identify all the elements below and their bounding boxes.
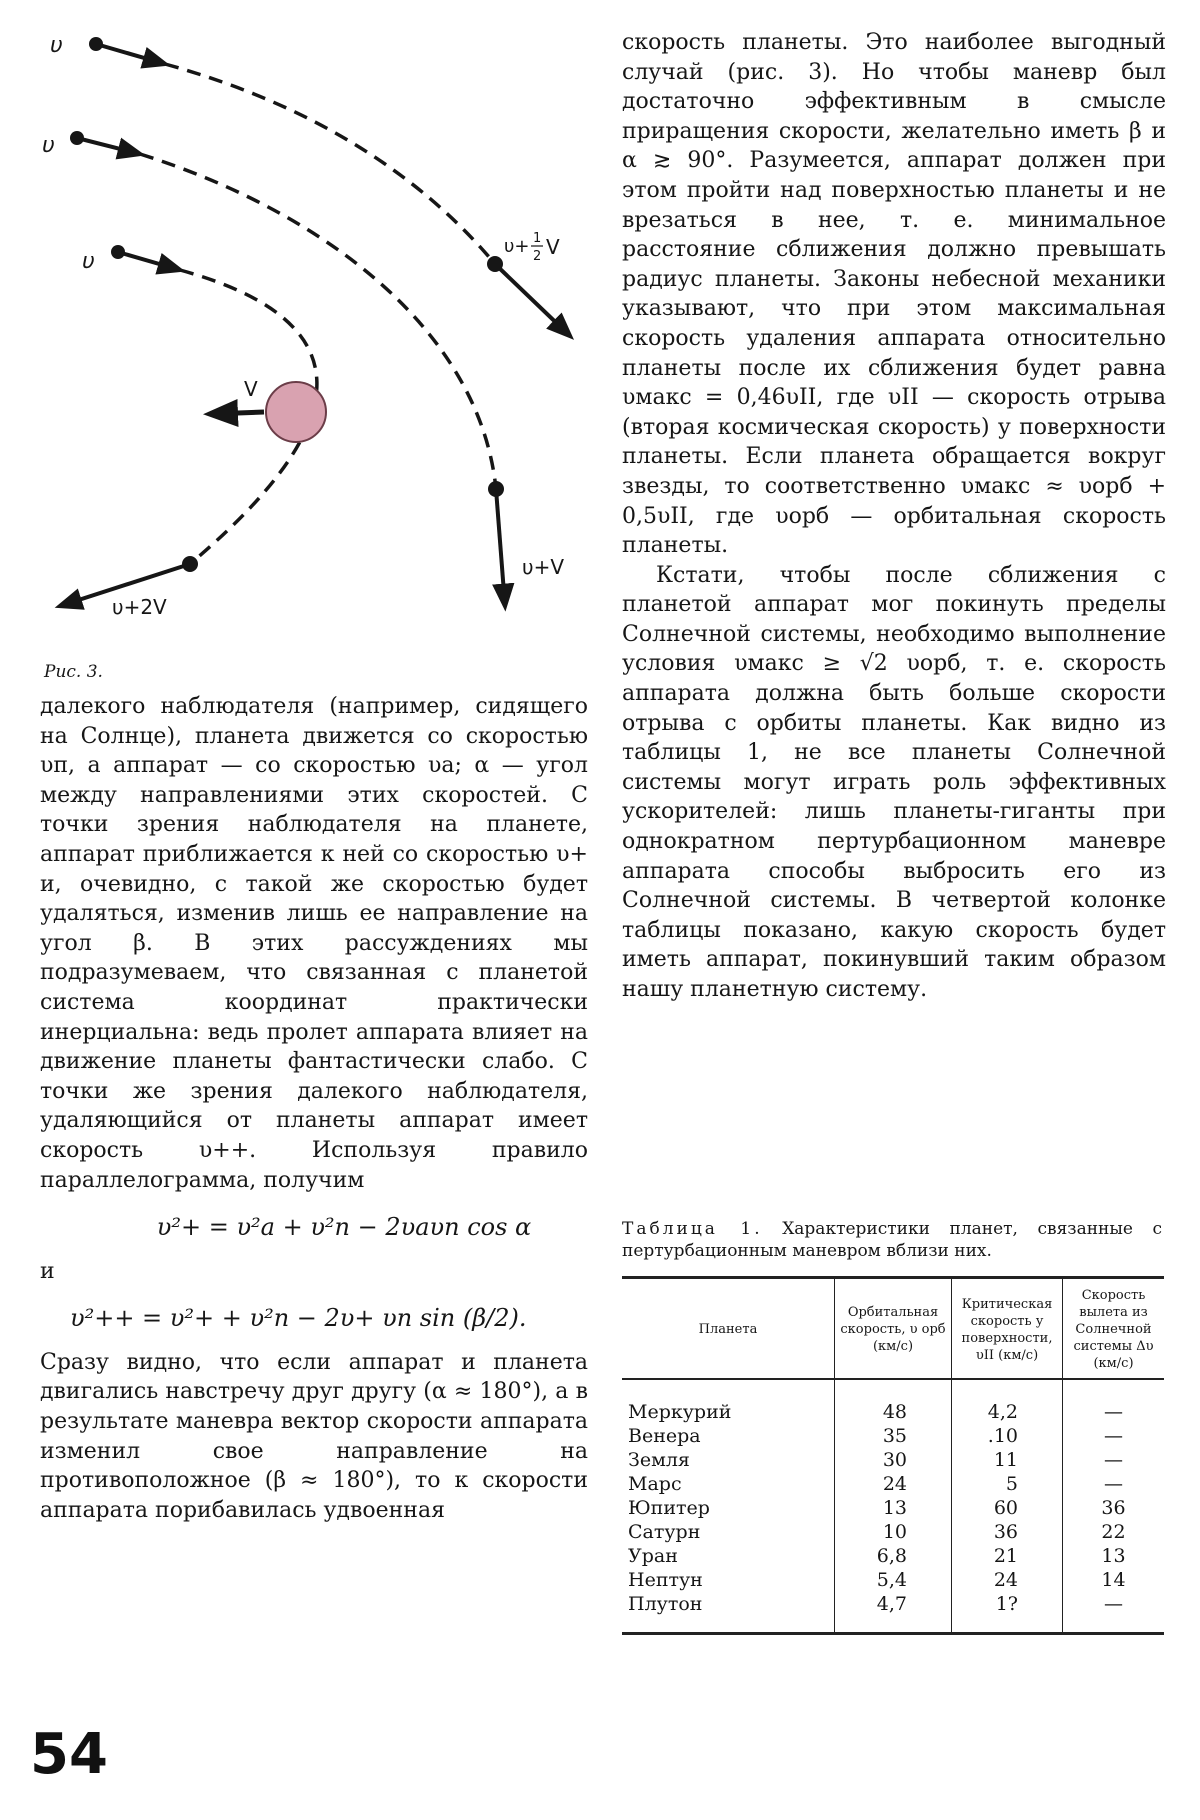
header-planet: Планета bbox=[698, 1322, 758, 1337]
cell-escape: 13 bbox=[1063, 1544, 1165, 1568]
table-row bbox=[622, 1472, 1164, 1496]
and-word: и bbox=[40, 1258, 55, 1284]
label-v-half: υ+ bbox=[504, 236, 530, 257]
cell-escape: 14 bbox=[1063, 1568, 1165, 1592]
cell-critical: 11 bbox=[952, 1448, 1063, 1472]
middle-end-dot bbox=[488, 481, 504, 497]
table-row bbox=[622, 1568, 1164, 1592]
cell-critical: 4,2 bbox=[952, 1379, 1063, 1424]
cell-planet: Юпитер bbox=[628, 1497, 710, 1519]
right-paragraph-2: Кстати, чтобы после сближения с планетой аппарат мог покинуть пределы Солнечной системы, необходимо выполнение условия υмакс ≥ √2 υорб, т. е. скорость аппарата должна быть больше скорости отрыва с орбиты планеты. Как видно из таблицы 1, не все планеты Солнечной системы могут играть роль эффективных ускорителей: лишь планеты-гиганты при однократном пертурбационном маневре аппарата способы выбросить его из Солнечной системы. В четвертой колонке таблицы показано, какую скорость будет иметь аппарат, покинувший таким образом нашу планетную систему. bbox=[622, 562, 1166, 1002]
table-row bbox=[622, 1520, 1164, 1544]
cell-critical: 21 bbox=[952, 1544, 1063, 1568]
cell-planet: Плутон bbox=[622, 1592, 835, 1634]
label-half-den: 2 bbox=[533, 249, 542, 264]
middle-trajectory bbox=[70, 131, 505, 606]
cell-escape: — bbox=[1063, 1472, 1165, 1496]
page-number: 54 bbox=[30, 1722, 108, 1787]
label-v-plus-v: υ+V bbox=[522, 555, 565, 579]
cell-orbital: 10 bbox=[835, 1520, 952, 1544]
cell-planet: Венера bbox=[628, 1425, 701, 1447]
cell-orbital: 6,8 bbox=[835, 1544, 952, 1568]
cell-critical: 60 bbox=[952, 1496, 1063, 1520]
cell-planet: Уран bbox=[628, 1545, 678, 1567]
inner-end-dot bbox=[182, 556, 198, 572]
cell-planet: Нептун bbox=[628, 1569, 703, 1591]
outer-mid-dot bbox=[487, 256, 503, 272]
cell-orbital: 30 bbox=[835, 1448, 952, 1472]
header-critical: Критическая скорость у поверхности, υII (км/с) bbox=[952, 1278, 1063, 1380]
cell-critical: 24 bbox=[952, 1568, 1063, 1592]
planet-velocity-arrow bbox=[210, 412, 264, 414]
table-row bbox=[622, 1448, 1164, 1472]
outer-trajectory bbox=[89, 37, 570, 336]
label-half-num: 1 bbox=[533, 231, 542, 246]
left-column bbox=[40, 692, 588, 1525]
middle-start-dot bbox=[70, 131, 84, 145]
cell-escape: 36 bbox=[1063, 1496, 1165, 1520]
figure-caption: Рис. 3. bbox=[44, 662, 103, 682]
label-v-mid: υ bbox=[42, 133, 55, 158]
label-v-low: υ bbox=[82, 249, 95, 274]
table-row bbox=[622, 1592, 1164, 1634]
left-paragraph-2: Сразу видно, что если аппарат и планета двигались навстречу друг другу (α ≈ 180°), а в результате маневра вектор скорости аппарата изменил свое направление на противоположное (β ≈ 180°), то к скорости аппарата порибавилась удвоенная bbox=[40, 1349, 588, 1523]
table-row bbox=[622, 1496, 1164, 1520]
table-row bbox=[622, 1424, 1164, 1448]
cell-critical: 36 bbox=[952, 1520, 1063, 1544]
table-caption-text: Характеристики планет, связанные с пертурбационным маневром вблизи них. bbox=[622, 1219, 1162, 1261]
left-paragraph-1: далекого наблюдателя (например, сидящего на Солнце), планета движется со скоростью υп, а аппарат — со скоростью υа; α — угол между направлениями этих скоростей. С точки зрения наблюдателя на планете, аппарат приближается к ней со скоростью υ+ и, очевидно, с такой же скоростью будет удаляться, изменив лишь ее направление на угол β. В этих рассуждениях мы подразумеваем, что связанная с планетой система координат практически инерциальна: ведь пролет аппарата влияет на движение планеты фантастически слабо. С точки же зрения далекого наблюдателя, удаляющийся от планеты аппарат имеет скорость υ++. Используя правило параллелограмма, получим bbox=[40, 694, 588, 1193]
label-half-V: V bbox=[546, 235, 560, 259]
trajectory-figure bbox=[40, 14, 600, 634]
cell-planet: Земля bbox=[628, 1449, 690, 1471]
label-v-top: υ bbox=[50, 33, 63, 58]
cell-orbital: 13 bbox=[835, 1496, 952, 1520]
formula-2: υ²++ = υ²+ + υ²п − 2υ+ υп sin (β/2). bbox=[70, 1304, 527, 1333]
cell-escape: — bbox=[1063, 1379, 1165, 1424]
right-paragraph-1: скорость планеты. Это наиболее выгодный случай (рис. 3). Но чтобы маневр был достаточно эффективным в смысле приращения скорости, желательно иметь β и α ≳ 90°. Разумеется, аппарат должен при этом пройти над поверхностью планеты и не врезаться в нее, т. е. минимальное расстояние сближения должно превышать радиус планеты. Законы небесной механики указывают, что при этом максимальная скорость удаления аппарата относительно планеты после их сближения будет равна υмакс = 0,46υII, где υII — скорость отрыва (вторая космическая скорость) у поверхности планеты. Если планета обращается вокруг звезды, то соответственно υмакс ≈ υорб + 0,5υII, где υорб — орбитальная скорость планеты. bbox=[622, 30, 1166, 559]
cell-orbital: 4,7 bbox=[835, 1592, 952, 1634]
cell-escape: 22 bbox=[1063, 1520, 1165, 1544]
table-header-row bbox=[622, 1278, 1164, 1380]
table-caption-label: Таблица 1. bbox=[622, 1219, 763, 1239]
label-v-plus-2v: υ+2V bbox=[112, 595, 167, 619]
inner-start-dot bbox=[111, 245, 125, 259]
cell-planet: Марс bbox=[628, 1473, 682, 1495]
cell-escape: — bbox=[1063, 1424, 1165, 1448]
cell-escape: — bbox=[1063, 1592, 1165, 1634]
table-caption bbox=[622, 1218, 1162, 1262]
cell-orbital: 35 bbox=[835, 1424, 952, 1448]
cell-planet: Меркурий bbox=[628, 1401, 732, 1423]
cell-critical: 5 bbox=[952, 1472, 1063, 1496]
cell-planet: Сатурн bbox=[628, 1521, 701, 1543]
cell-orbital: 5,4 bbox=[835, 1568, 952, 1592]
header-escape: Скорость вылета из Солнечной системы Δυ (км/с) bbox=[1063, 1278, 1165, 1380]
cell-critical: .10 bbox=[952, 1424, 1063, 1448]
cell-orbital: 24 bbox=[835, 1472, 952, 1496]
outer-start-dot bbox=[89, 37, 103, 51]
table-row bbox=[622, 1544, 1164, 1568]
right-column bbox=[622, 28, 1166, 1005]
table-row bbox=[622, 1379, 1164, 1424]
planet-table bbox=[622, 1276, 1164, 1635]
header-orbital: Орбитальная скорость, υ орб (км/с) bbox=[835, 1278, 952, 1380]
cell-escape: — bbox=[1063, 1448, 1165, 1472]
planet bbox=[266, 382, 326, 442]
cell-critical: 1? bbox=[952, 1592, 1063, 1634]
formula-1: υ²+ = υ²а + υ²п − 2υаυп cos α bbox=[156, 1213, 532, 1242]
cell-orbital: 48 bbox=[835, 1379, 952, 1424]
label-planet-v: V bbox=[244, 377, 258, 401]
